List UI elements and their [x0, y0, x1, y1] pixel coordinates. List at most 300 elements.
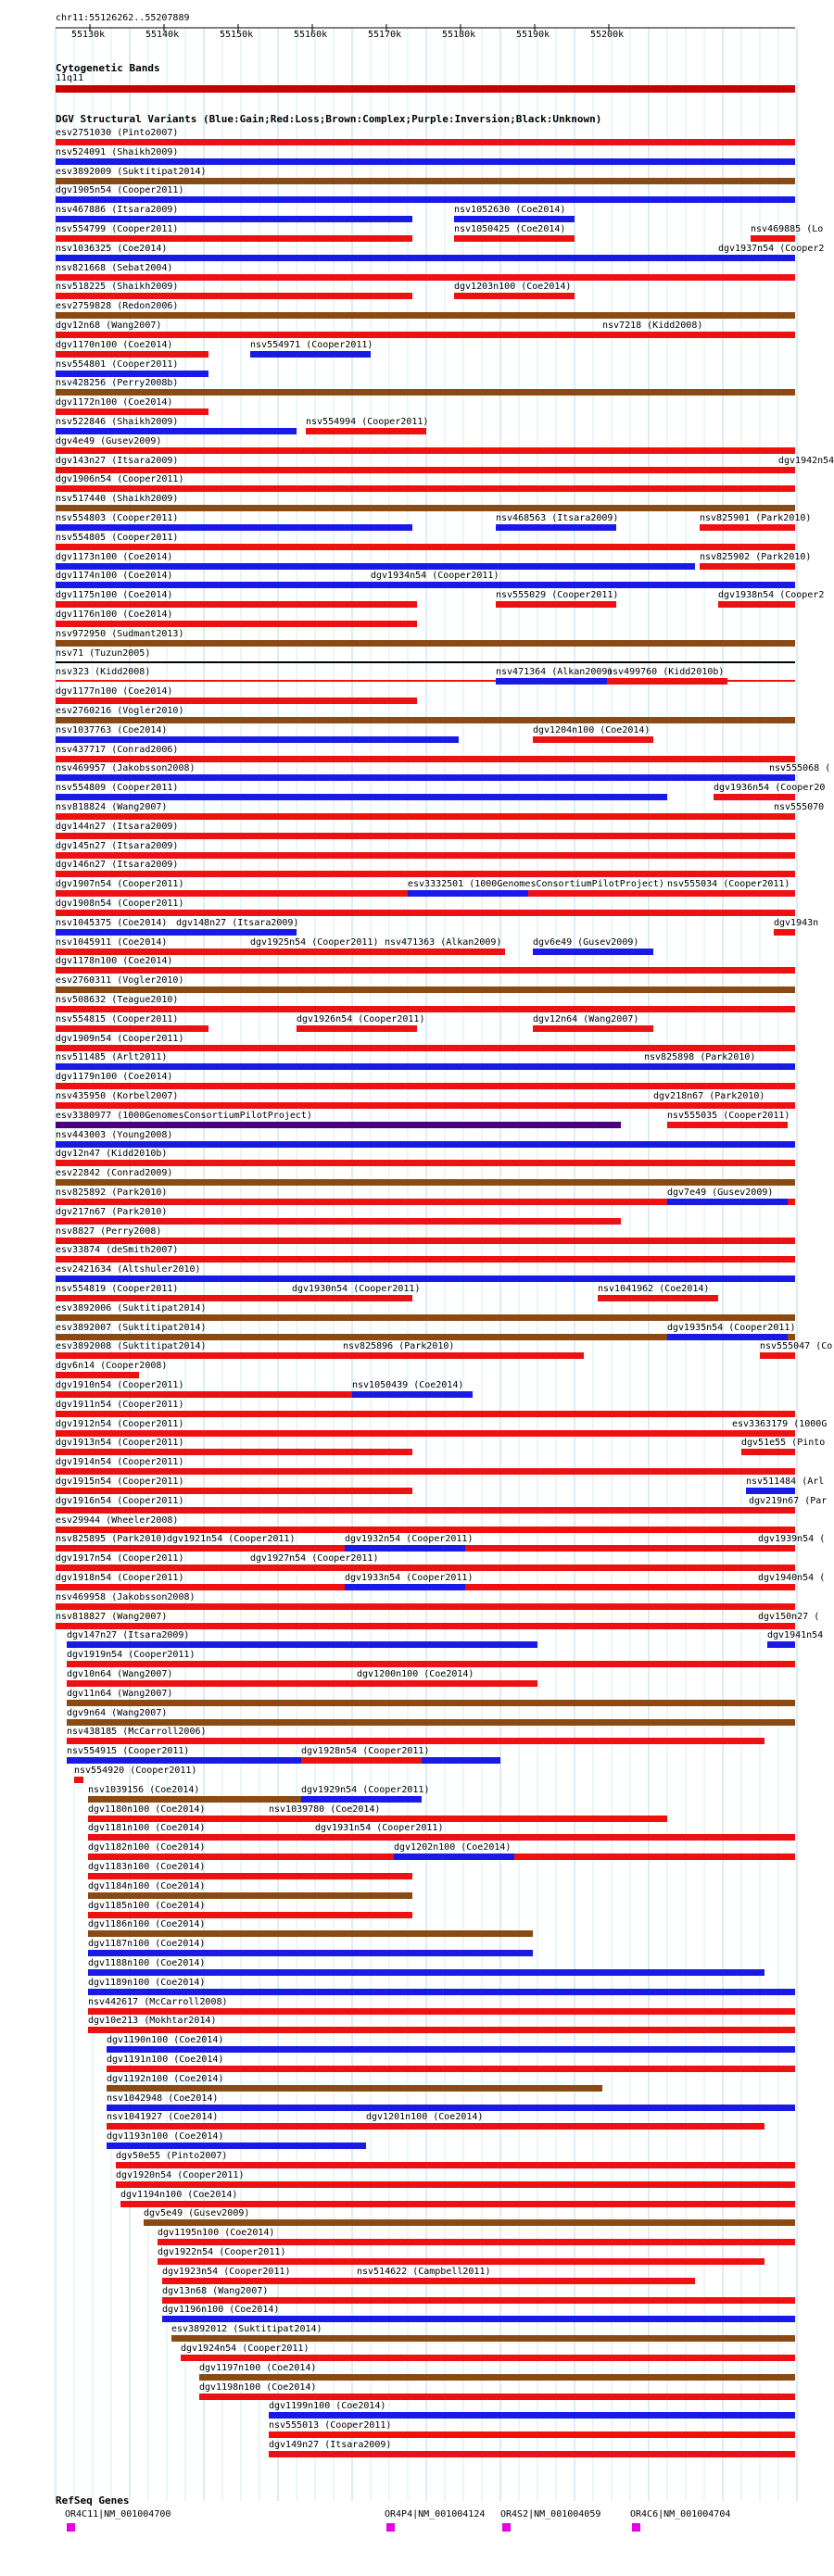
variant-label[interactable]: esv22842 (Conrad2009)	[56, 1168, 173, 1179]
variant-bar[interactable]	[107, 2066, 795, 2072]
variant-bar[interactable]	[120, 2201, 795, 2207]
variant-bar[interactable]	[56, 1449, 412, 1455]
gene-label[interactable]: OR4P4|NM_001004124	[385, 2509, 486, 2519]
variant-bar[interactable]	[56, 717, 795, 723]
variant-bar[interactable]	[56, 505, 795, 511]
variant-label[interactable]: nsv555047 (Co	[760, 1341, 833, 1352]
variant-bar[interactable]	[56, 661, 795, 663]
variant-label[interactable]: dgv1920n54 (Cooper2011)	[116, 2169, 245, 2180]
variant-bar[interactable]	[56, 255, 718, 261]
variant-bar[interactable]	[607, 678, 727, 685]
variant-bar[interactable]	[56, 852, 795, 859]
variant-label[interactable]: esv3892008 (Suktitipat2014)	[56, 1341, 207, 1352]
variant-label[interactable]: nsv554799 (Cooper2011)	[56, 224, 179, 234]
variant-bar[interactable]	[741, 1449, 795, 1455]
variant-label[interactable]: nsv554801 (Cooper2011)	[56, 358, 179, 370]
variant-bar[interactable]	[56, 1468, 795, 1475]
variant-label[interactable]: nsv1052630 (Coe2014)	[454, 205, 566, 216]
variant-label[interactable]: dgv150n27 (	[758, 1611, 820, 1622]
variant-bar[interactable]	[116, 2162, 795, 2168]
variant-bar[interactable]	[116, 2181, 795, 2188]
variant-bar[interactable]	[269, 2451, 795, 2457]
variant-label[interactable]: dgv1911n54 (Cooper2011)	[56, 1399, 184, 1410]
variant-label[interactable]: dgv146n27 (Itsara2009)	[56, 860, 179, 871]
variant-bar[interactable]	[56, 351, 208, 358]
variant-bar[interactable]	[56, 196, 795, 203]
variant-bar[interactable]	[700, 524, 795, 531]
variant-label[interactable]: dgv1183n100 (Coe2014)	[88, 1862, 206, 1872]
variant-bar[interactable]	[306, 428, 426, 434]
variant-bar[interactable]	[56, 1218, 621, 1225]
variant-bar[interactable]	[408, 890, 528, 897]
variant-bar[interactable]	[88, 1912, 412, 1918]
variant-bar[interactable]	[56, 697, 417, 704]
variant-bar[interactable]	[56, 371, 208, 377]
variant-bar[interactable]	[88, 1950, 533, 1956]
variant-bar[interactable]	[88, 2008, 795, 2015]
variant-label[interactable]: esv2751030 (Pinto2007)	[56, 128, 179, 138]
variant-bar[interactable]	[644, 1063, 764, 1070]
variant-bar[interactable]	[778, 467, 795, 473]
variant-label[interactable]: dgv148n27 (Itsara2009)	[176, 917, 299, 928]
variant-label[interactable]: dgv1922n54 (Cooper2011)	[158, 2247, 286, 2257]
variant-bar[interactable]	[343, 1352, 463, 1359]
variant-label[interactable]: dgv1906n54 (Cooper2011)	[56, 474, 184, 485]
variant-label[interactable]: dgv10e213 (Mokhtar2014)	[88, 2016, 217, 2027]
variant-bar[interactable]	[56, 312, 795, 319]
variant-label[interactable]: dgv143n27 (Itsara2009)	[56, 455, 179, 466]
variant-bar[interactable]	[56, 736, 459, 743]
variant-label[interactable]: dgv11n64 (Wang2007)	[67, 1688, 173, 1699]
variant-label[interactable]: nsv435950 (Korbel2007)	[56, 1091, 179, 1101]
variant-label[interactable]: dgv1195n100 (Coe2014)	[158, 2228, 275, 2239]
variant-bar[interactable]	[496, 678, 616, 685]
variant-bar[interactable]	[269, 2431, 795, 2438]
variant-label[interactable]: nsv499760 (Kidd2010b)	[607, 667, 725, 678]
variant-bar[interactable]	[56, 139, 795, 145]
variant-bar[interactable]	[758, 1545, 795, 1552]
variant-label[interactable]: nsv443003 (Young2008)	[56, 1129, 173, 1140]
variant-label[interactable]: nsv428256 (Perry2008b)	[56, 378, 179, 389]
variant-bar[interactable]	[56, 1045, 795, 1051]
variant-bar[interactable]	[56, 1122, 621, 1128]
variant-label[interactable]: dgv1912n54 (Cooper2011)	[56, 1418, 184, 1429]
variant-bar[interactable]	[667, 1334, 788, 1340]
variant-label[interactable]: nsv825902 (Park2010)	[700, 551, 812, 562]
variant-bar[interactable]	[718, 601, 795, 608]
variant-label[interactable]: nsv554815 (Cooper2011)	[56, 1013, 179, 1024]
cytoband-bar[interactable]	[56, 85, 795, 93]
variant-label[interactable]: dgv6n14 (Cooper2008)	[56, 1361, 168, 1372]
variant-bar[interactable]	[56, 293, 412, 299]
variant-bar[interactable]	[700, 563, 795, 570]
variant-label[interactable]: nsv1037763 (Coe2014)	[56, 724, 168, 735]
variant-label[interactable]: esv3380977 (1000GenomesConsortiumPilotProject)	[56, 1110, 312, 1121]
variant-bar[interactable]	[56, 813, 795, 820]
variant-bar[interactable]	[67, 1757, 500, 1764]
variant-label[interactable]: dgv1905n54 (Cooper2011)	[56, 185, 184, 196]
variant-bar[interactable]	[667, 1122, 788, 1128]
variant-label[interactable]: nsv825896 (Park2010)	[343, 1341, 455, 1352]
variant-bar[interactable]	[454, 293, 575, 299]
variant-label[interactable]: nsv1045911 (Coe2014)	[56, 936, 168, 948]
variant-label[interactable]: nsv514622 (Campbell2011)	[357, 2266, 491, 2277]
variant-label[interactable]: nsv518225 (Shaikh2009)	[56, 282, 179, 293]
variant-label[interactable]: dgv1926n54 (Cooper2011)	[297, 1013, 425, 1024]
variant-bar[interactable]	[107, 2142, 366, 2149]
variant-label[interactable]: dgv1188n100 (Coe2014)	[88, 1958, 206, 1968]
variant-label[interactable]: nsv7218 (Kidd2008)	[602, 320, 703, 331]
variant-bar[interactable]	[88, 2027, 795, 2033]
variant-bar[interactable]	[56, 1623, 795, 1629]
variant-label[interactable]: dgv217n67 (Park2010)	[56, 1206, 168, 1217]
variant-label[interactable]: nsv554915 (Cooper2011)	[67, 1746, 190, 1757]
variant-bar[interactable]	[454, 216, 575, 222]
variant-bar[interactable]	[56, 1507, 795, 1514]
variant-label[interactable]: dgv1925n54 (Cooper2011)	[250, 936, 379, 948]
variant-label[interactable]: esv33874 (deSmith2007)	[56, 1245, 179, 1256]
variant-label[interactable]: nsv554971 (Cooper2011)	[250, 339, 373, 350]
variant-label[interactable]: dgv145n27 (Itsara2009)	[56, 840, 179, 851]
variant-bar[interactable]	[107, 2046, 795, 2053]
variant-bar[interactable]	[56, 929, 181, 936]
variant-bar[interactable]	[88, 1989, 795, 1995]
variant-label[interactable]: dgv1916n54 (Cooper2011)	[56, 1495, 184, 1506]
variant-bar[interactable]	[56, 774, 795, 781]
variant-bar[interactable]	[758, 1623, 795, 1629]
variant-bar[interactable]	[56, 1179, 795, 1186]
variant-label[interactable]: nsv972950 (Sudmant2013)	[56, 628, 184, 639]
variant-bar[interactable]	[88, 1969, 764, 1976]
variant-label[interactable]: nsv71 (Tuzun2005)	[56, 647, 151, 659]
variant-bar[interactable]	[301, 1796, 422, 1803]
variant-bar[interactable]	[56, 1488, 412, 1494]
variant-label[interactable]: nsv825898 (Park2010)	[644, 1052, 756, 1063]
variant-bar[interactable]	[718, 255, 795, 261]
variant-bar[interactable]	[56, 1295, 292, 1301]
variant-label[interactable]: dgv1184n100 (Coe2014)	[88, 1880, 206, 1891]
variant-label[interactable]: dgv1192n100 (Coe2014)	[107, 2073, 224, 2084]
variant-bar[interactable]	[56, 428, 297, 434]
variant-bar[interactable]	[67, 1641, 537, 1648]
variant-bar[interactable]	[315, 1834, 436, 1841]
variant-label[interactable]: dgv218n67 (Park2010)	[653, 1091, 765, 1101]
variant-label[interactable]: dgv1931n54 (Cooper2011)	[315, 1823, 444, 1834]
variant-bar[interactable]	[56, 601, 417, 608]
variant-bar[interactable]	[732, 1430, 795, 1437]
variant-label[interactable]: esv3892012 (Suktitipat2014)	[171, 2324, 322, 2335]
variant-bar[interactable]	[88, 1892, 412, 1899]
variant-bar[interactable]	[371, 582, 491, 588]
variant-label[interactable]: nsv555070	[774, 802, 825, 812]
variant-bar[interactable]	[199, 2394, 795, 2400]
variant-label[interactable]: nsv554805 (Cooper2011)	[56, 532, 179, 543]
variant-label[interactable]: nsv1042948 (Coe2014)	[107, 2092, 219, 2104]
variant-bar[interactable]	[56, 274, 795, 281]
variant-bar[interactable]	[602, 332, 723, 338]
variant-label[interactable]: dgv1196n100 (Coe2014)	[162, 2305, 280, 2316]
variant-label[interactable]: dgv1907n54 (Cooper2011)	[56, 879, 184, 890]
variant-label[interactable]: nsv442617 (McCarroll2008)	[88, 1996, 228, 2007]
variant-bar[interactable]	[167, 1545, 287, 1552]
variant-bar[interactable]	[767, 1641, 795, 1648]
variant-bar[interactable]	[250, 949, 371, 955]
variant-bar[interactable]	[56, 389, 795, 396]
variant-label[interactable]: esv3892009 (Suktitipat2014)	[56, 166, 207, 177]
variant-label[interactable]: dgv12n68 (Wang2007)	[56, 320, 162, 331]
variant-bar[interactable]	[746, 1488, 795, 1494]
variant-bar[interactable]	[171, 2335, 795, 2342]
variant-label[interactable]: dgv1908n54 (Cooper2011)	[56, 898, 184, 909]
variant-label[interactable]: dgv1191n100 (Coe2014)	[107, 2055, 224, 2065]
variant-bar[interactable]	[88, 1873, 412, 1879]
variant-label[interactable]: esv2760216 (Vogler2010)	[56, 706, 184, 716]
variant-label[interactable]: nsv1050425 (Coe2014)	[454, 224, 566, 234]
variant-label[interactable]: esv29944 (Wheeler2008)	[56, 1514, 179, 1526]
variant-bar[interactable]	[56, 408, 208, 415]
variant-label[interactable]: dgv12n47 (Kidd2010b)	[56, 1149, 168, 1160]
variant-label[interactable]: nsv555068 (	[769, 763, 831, 774]
variant-label[interactable]: dgv1174n100 (Coe2014)	[56, 571, 173, 582]
variant-label[interactable]: dgv1909n54 (Cooper2011)	[56, 1033, 184, 1044]
variant-label[interactable]: nsv469885 (Lo	[751, 224, 824, 234]
variant-bar[interactable]	[56, 1025, 208, 1032]
variant-label[interactable]: dgv1193n100 (Coe2014)	[107, 2131, 224, 2142]
variant-label[interactable]: dgv1194n100 (Coe2014)	[120, 2189, 238, 2200]
variant-bar[interactable]	[56, 1603, 795, 1610]
variant-bar[interactable]	[56, 544, 795, 550]
variant-bar[interactable]	[496, 524, 616, 531]
variant-label[interactable]: dgv1197n100 (Coe2014)	[199, 2362, 317, 2373]
variant-label[interactable]: dgv1930n54 (Cooper2011)	[292, 1284, 421, 1294]
variant-bar[interactable]	[74, 1777, 83, 1783]
variant-label[interactable]: dgv1933n54 (Cooper2011)	[345, 1573, 474, 1583]
variant-label[interactable]: nsv1039156 (Coe2014)	[88, 1784, 200, 1795]
variant-label[interactable]: nsv471363 (Alkan2009)	[385, 936, 502, 948]
variant-label[interactable]: esv3892006 (Suktitipat2014)	[56, 1302, 207, 1313]
variant-bar[interactable]	[107, 2105, 795, 2111]
variant-label[interactable]: dgv1187n100 (Coe2014)	[88, 1939, 206, 1950]
variant-label[interactable]: dgv1913n54 (Cooper2011)	[56, 1438, 184, 1449]
variant-bar[interactable]	[56, 1141, 795, 1148]
variant-bar[interactable]	[158, 2239, 795, 2245]
gene-label[interactable]: OR4C11|NM_001004700	[65, 2509, 171, 2519]
variant-bar[interactable]	[385, 949, 505, 955]
variant-label[interactable]: nsv555029 (Cooper2011)	[496, 590, 619, 601]
variant-bar[interactable]	[88, 1930, 533, 1937]
variant-label[interactable]: nsv508632 (Teague2010)	[56, 995, 179, 1005]
variant-bar[interactable]	[67, 1738, 764, 1744]
variant-bar[interactable]	[653, 1102, 774, 1109]
variant-label[interactable]: esv3363179 (1000G	[732, 1418, 828, 1429]
variant-label[interactable]: dgv1939n54 (	[758, 1534, 826, 1545]
variant-bar[interactable]	[774, 929, 795, 936]
variant-bar[interactable]	[56, 1256, 795, 1263]
variant-bar[interactable]	[56, 1006, 795, 1012]
variant-label[interactable]: dgv1186n100 (Coe2014)	[88, 1919, 206, 1930]
variant-label[interactable]: dgv1917n54 (Cooper2011)	[56, 1553, 184, 1564]
variant-label[interactable]: nsv555034 (Cooper2011)	[667, 879, 790, 890]
variant-label[interactable]: nsv469958 (Jakobsson2008)	[56, 1591, 196, 1602]
variant-label[interactable]: nsv469957 (Jakobsson2008)	[56, 763, 196, 774]
variant-label[interactable]: esv2759828 (Redon2006)	[56, 301, 179, 312]
variant-label[interactable]: nsv323 (Kidd2008)	[56, 667, 151, 678]
variant-label[interactable]: dgv1176n100 (Coe2014)	[56, 609, 173, 620]
variant-label[interactable]: dgv1934n54 (Cooper2011)	[371, 571, 499, 582]
variant-label[interactable]: nsv511484 (Arl	[746, 1476, 825, 1487]
variant-label[interactable]: dgv50e55 (Pinto2007)	[116, 2151, 228, 2161]
variant-bar[interactable]	[352, 1391, 473, 1398]
variant-bar[interactable]	[56, 1372, 139, 1378]
variant-bar[interactable]	[269, 1816, 389, 1822]
variant-label[interactable]: dgv1940n54 (	[758, 1573, 826, 1583]
variant-label[interactable]: dgv1943n	[774, 917, 819, 928]
variant-bar[interactable]	[56, 178, 795, 184]
variant-label[interactable]: dgv1935n54 (Cooper2011)	[667, 1322, 796, 1333]
variant-bar[interactable]	[67, 1700, 795, 1706]
variant-bar[interactable]	[56, 447, 795, 454]
variant-label[interactable]: dgv1200n100 (Coe2014)	[357, 1669, 474, 1679]
variant-bar[interactable]	[56, 1160, 795, 1166]
variant-label[interactable]: dgv1910n54 (Cooper2011)	[56, 1380, 184, 1390]
variant-bar[interactable]	[667, 1199, 788, 1205]
variant-label[interactable]: dgv1914n54 (Cooper2011)	[56, 1457, 184, 1468]
variant-label[interactable]: dgv1919n54 (Cooper2011)	[67, 1650, 196, 1661]
variant-label[interactable]: dgv4e49 (Gusev2009)	[56, 435, 162, 446]
variant-label[interactable]: dgv1923n54 (Cooper2011)	[162, 2266, 291, 2277]
variant-label[interactable]: dgv7e49 (Gusev2009)	[667, 1187, 774, 1198]
variant-bar[interactable]	[162, 2316, 795, 2322]
variant-bar[interactable]	[357, 1680, 477, 1687]
variant-label[interactable]: nsv554819 (Cooper2011)	[56, 1284, 179, 1294]
variant-bar[interactable]	[751, 235, 795, 242]
variant-label[interactable]: nsv555035 (Cooper2011)	[667, 1110, 790, 1121]
variant-bar[interactable]	[714, 794, 795, 800]
variant-label[interactable]: nsv1045375 (Coe2014)	[56, 917, 168, 928]
variant-label[interactable]: esv2421634 (Altshuler2010)	[56, 1264, 201, 1275]
variant-label[interactable]: dgv1927n54 (Cooper2011)	[250, 1553, 379, 1564]
variant-label[interactable]: nsv438185 (McCarroll2006)	[67, 1727, 207, 1738]
variant-bar[interactable]	[67, 1719, 795, 1726]
variant-label[interactable]: dgv1199n100 (Coe2014)	[269, 2401, 386, 2412]
variant-label[interactable]: dgv51e55 (Pinto	[741, 1438, 826, 1449]
variant-label[interactable]: nsv1041927 (Coe2014)	[107, 2112, 219, 2123]
variant-label[interactable]: dgv1182n100 (Coe2014)	[88, 1842, 206, 1853]
variant-label[interactable]: dgv1202n100 (Coe2014)	[394, 1842, 512, 1853]
variant-bar[interactable]	[269, 2412, 795, 2419]
variant-bar[interactable]	[158, 2258, 764, 2265]
variant-label[interactable]: dgv1921n54 (Cooper2011)	[167, 1534, 296, 1545]
variant-bar[interactable]	[292, 1295, 412, 1301]
variant-label[interactable]: dgv1929n54 (Cooper2011)	[301, 1784, 430, 1795]
variant-bar[interactable]	[56, 1527, 795, 1533]
variant-label[interactable]: nsv467886 (Itsara2009)	[56, 205, 179, 216]
variant-label[interactable]: nsv818827 (Wang2007)	[56, 1611, 168, 1622]
variant-label[interactable]: nsv555013 (Cooper2011)	[269, 2420, 392, 2431]
variant-bar[interactable]	[56, 235, 412, 242]
variant-bar[interactable]	[56, 1238, 795, 1244]
variant-bar[interactable]	[56, 1275, 795, 1282]
variant-label[interactable]: esv3332501 (1000GenomesConsortiumPilotProject)	[408, 879, 664, 890]
variant-bar[interactable]	[144, 2219, 795, 2226]
variant-label[interactable]: dgv1180n100 (Coe2014)	[88, 1803, 206, 1815]
variant-bar[interactable]	[454, 235, 575, 242]
variant-bar[interactable]	[357, 2278, 477, 2284]
variant-bar[interactable]	[598, 1295, 718, 1301]
variant-bar[interactable]	[301, 1757, 422, 1764]
variant-label[interactable]: nsv471364 (Alkan2009)	[496, 667, 613, 678]
variant-label[interactable]: dgv1937n54 (Cooper2	[718, 243, 825, 254]
variant-bar[interactable]	[56, 794, 667, 800]
variant-label[interactable]: dgv1942n54	[778, 455, 834, 466]
variant-bar[interactable]	[56, 621, 417, 627]
variant-label[interactable]: dgv1201n100 (Coe2014)	[366, 2112, 484, 2123]
variant-bar[interactable]	[56, 524, 412, 531]
variant-label[interactable]: dgv1203n100 (Coe2014)	[454, 282, 572, 293]
variant-label[interactable]: dgv1173n100 (Coe2014)	[56, 551, 173, 562]
variant-label[interactable]: dgv6e49 (Gusev2009)	[533, 936, 639, 948]
variant-label[interactable]: dgv1936n54 (Cooper20	[714, 783, 826, 794]
variant-bar[interactable]	[56, 1083, 795, 1089]
variant-bar[interactable]	[56, 1391, 352, 1398]
variant-label[interactable]: dgv1938n54 (Cooper2	[718, 590, 825, 601]
variant-label[interactable]: nsv554803 (Cooper2011)	[56, 513, 179, 523]
variant-label[interactable]: dgv1179n100 (Coe2014)	[56, 1072, 173, 1083]
variant-bar[interactable]	[176, 929, 297, 936]
variant-bar[interactable]	[749, 1507, 795, 1514]
variant-bar[interactable]	[56, 1314, 795, 1321]
variant-bar[interactable]	[366, 2123, 486, 2130]
variant-label[interactable]: dgv1204n100 (Coe2014)	[533, 724, 651, 735]
variant-label[interactable]: dgv1918n54 (Cooper2011)	[56, 1573, 184, 1583]
variant-bar[interactable]	[56, 467, 795, 473]
variant-label[interactable]: dgv1185n100 (Coe2014)	[88, 1900, 206, 1911]
variant-label[interactable]: nsv437717 (Conrad2006)	[56, 744, 179, 755]
variant-label[interactable]: nsv511485 (Arlt2011)	[56, 1052, 168, 1063]
variant-label[interactable]: nsv554809 (Cooper2011)	[56, 783, 179, 794]
variant-label[interactable]: nsv825901 (Park2010)	[700, 513, 812, 523]
variant-label[interactable]: dgv1915n54 (Cooper2011)	[56, 1476, 184, 1487]
variant-label[interactable]: dgv1928n54 (Cooper2011)	[301, 1746, 430, 1757]
variant-bar[interactable]	[496, 601, 616, 608]
variant-label[interactable]: nsv821668 (Sebat2004)	[56, 262, 173, 273]
variant-bar[interactable]	[345, 1584, 465, 1590]
variant-label[interactable]: nsv1036325 (Coe2014)	[56, 243, 168, 254]
variant-bar[interactable]	[533, 949, 653, 955]
variant-label[interactable]: nsv554994 (Cooper2011)	[306, 417, 429, 427]
variant-bar[interactable]	[56, 871, 795, 877]
variant-label[interactable]: dgv9n64 (Wang2007)	[67, 1707, 168, 1718]
variant-bar[interactable]	[56, 563, 695, 570]
variant-label[interactable]: dgv1198n100 (Coe2014)	[199, 2381, 317, 2393]
variant-label[interactable]: dgv1941n54	[767, 1630, 824, 1641]
variant-label[interactable]: dgv144n27 (Itsara2009)	[56, 821, 179, 832]
variant-label[interactable]: dgv149n27 (Itsara2009)	[269, 2440, 392, 2450]
gene-feature[interactable]	[67, 2523, 75, 2532]
variant-bar[interactable]	[297, 1025, 417, 1032]
variant-bar[interactable]	[56, 1564, 795, 1571]
variant-label[interactable]: nsv818824 (Wang2007)	[56, 802, 168, 812]
variant-label[interactable]: nsv517440 (Shaikh2009)	[56, 494, 179, 505]
variant-label[interactable]: nsv1041962 (Coe2014)	[598, 1284, 710, 1294]
variant-label[interactable]: dgv10n64 (Wang2007)	[67, 1669, 173, 1679]
variant-label[interactable]: nsv825895 (Park2010)	[56, 1534, 168, 1545]
variant-bar[interactable]	[67, 1661, 795, 1667]
variant-bar[interactable]	[533, 1025, 653, 1032]
variant-label[interactable]: nsv554920 (Cooper2011)	[74, 1766, 197, 1776]
gene-label[interactable]: OR4C6|NM_001004704	[630, 2509, 731, 2519]
variant-label[interactable]: dgv1189n100 (Coe2014)	[88, 1977, 206, 1988]
